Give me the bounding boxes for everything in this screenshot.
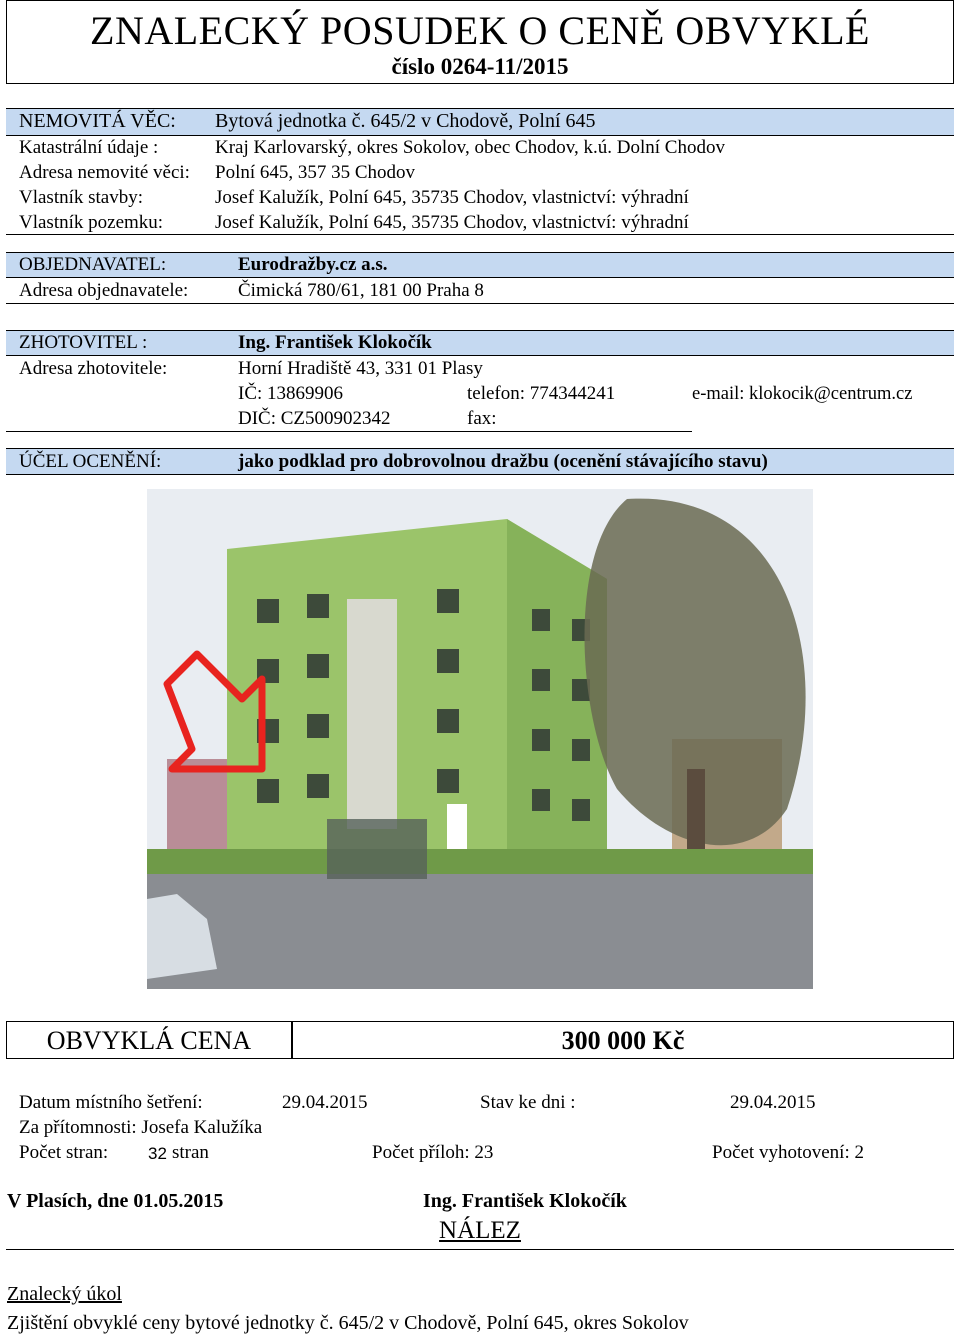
finding-text: NÁLEZ <box>439 1217 521 1244</box>
purpose-value: jako podklad pro dobrovolnou dražbu (ocenění stávajícího stavu) <box>238 451 768 472</box>
divider <box>6 303 954 304</box>
finding-heading <box>0 1216 960 1246</box>
place-date: V Plasích, dne 01.05.2015 <box>7 1190 224 1212</box>
state-label: Stav ke dni : <box>480 1092 576 1113</box>
building-owner-label: Vlastník stavby: <box>19 187 144 208</box>
presence: Za přítomnosti: Josefa Kalužíka <box>19 1117 263 1138</box>
divider <box>6 431 692 432</box>
land-owner-value: Josef Kalužík, Polní 645, 35735 Chodov, vlastnictví: výhradní <box>215 212 689 233</box>
task-title: Znalecký úkol <box>7 1283 122 1305</box>
signature: Ing. František Klokočík <box>423 1190 627 1212</box>
price-value-box <box>292 1021 954 1059</box>
contractor-address-value: Horní Hradiště 43, 331 01 Plasy <box>238 358 483 379</box>
contractor-address-label: Adresa zhotovitele: <box>19 358 168 379</box>
property-address-value: Polní 645, 357 35 Chodov <box>215 162 416 183</box>
copies-count: Počet vyhotovení: 2 <box>712 1142 864 1163</box>
title-box <box>6 0 954 84</box>
divider <box>6 1249 954 1250</box>
land-owner-label: Vlastník pozemku: <box>19 212 164 233</box>
price-label-box <box>6 1021 292 1059</box>
contractor-value: Ing. František Klokočík <box>238 332 432 353</box>
contractor-phone: telefon: 774344241 <box>467 383 616 404</box>
pages-unit: stran <box>172 1142 209 1163</box>
client-label: OBJEDNAVATEL: <box>19 254 167 275</box>
document-title: ZNALECKÝ POSUDEK O CENĚ OBVYKLÉ <box>90 8 870 53</box>
pages-label: Počet stran: <box>19 1142 109 1163</box>
price-value: 300 000 Kč <box>561 1026 685 1055</box>
client-value: Eurodražby.cz a.s. <box>238 254 388 275</box>
contractor-fax: fax: <box>467 408 497 429</box>
inspection-date: 29.04.2015 <box>282 1092 368 1113</box>
property-label: NEMOVITÁ VĚC: <box>19 110 176 132</box>
document-number: číslo 0264-11/2015 <box>391 54 569 79</box>
contractor-email: e-mail: klokocik@centrum.cz <box>692 384 913 404</box>
purpose-label: ÚČEL OCENĚNÍ: <box>19 451 162 472</box>
state-date: 29.04.2015 <box>730 1092 816 1113</box>
price-label: OBVYKLÁ CENA <box>46 1026 252 1055</box>
divider <box>6 234 954 235</box>
building-owner-value: Josef Kalužík, Polní 645, 35735 Chodov, vlastnictví: výhradní <box>215 187 689 208</box>
contractor-label: ZHOTOVITEL : <box>19 332 148 353</box>
property-value: Bytová jednotka č. 645/2 v Chodově, Polní 645 <box>215 110 596 132</box>
pages-value: 32 <box>148 1144 167 1163</box>
property-address-label: Adresa nemovité věci: <box>19 162 190 183</box>
contractor-band <box>6 330 954 356</box>
client-address-label: Adresa objednavatele: <box>19 280 189 301</box>
cadastral-value: Kraj Karlovarský, okres Sokolov, obec Chodov, k.ú. Dolní Chodov <box>215 137 725 158</box>
contractor-ic: IČ: 13869906 <box>238 383 344 404</box>
building-photo <box>147 489 813 989</box>
inspection-label: Datum místního šetření: <box>19 1092 203 1113</box>
task-text: Zjištění obvyklé ceny bytové jednotky č. 645/2 v Chodově, Polní 645, okres Sokolov <box>7 1312 689 1334</box>
cadastral-label: Katastrální údaje : <box>19 137 159 158</box>
contractor-dic: DIČ: CZ500902342 <box>238 408 391 429</box>
attachments-count: Počet příloh: 23 <box>372 1142 494 1163</box>
client-address-value: Čimická 780/61, 181 00 Praha 8 <box>238 280 484 301</box>
